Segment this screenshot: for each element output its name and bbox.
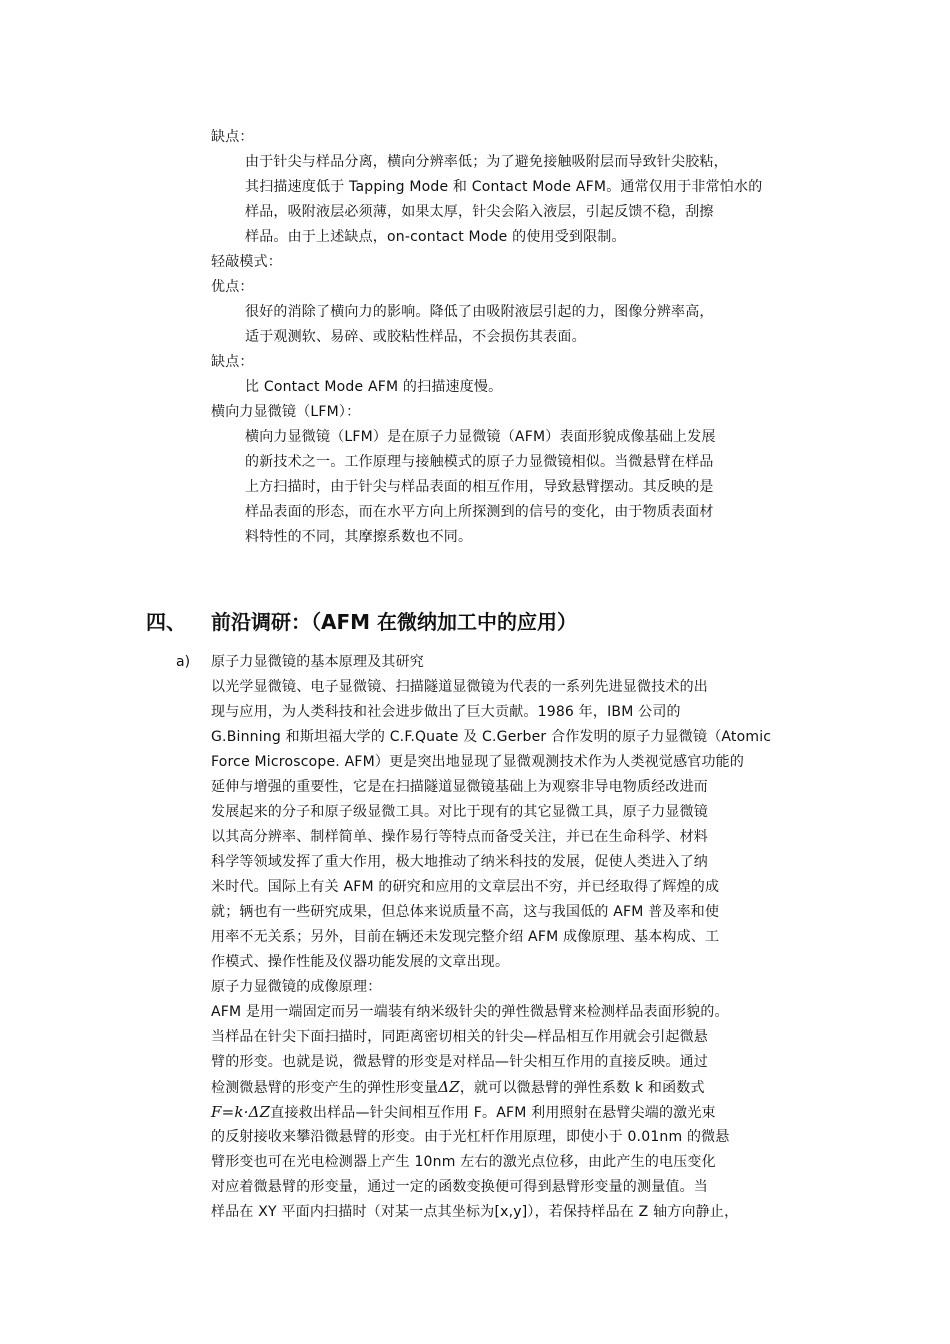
paragraph-line: 当样品在针尖下面扫描时，同距离密切相关的针尖—样品相互作用就会引起微悬 (211, 1029, 708, 1045)
list-marker: a) (176, 654, 191, 670)
paragraph-line: 臂的形变。也就是说，微悬臂的形变是对样品—针尖相互作用的直接反映。通过 (211, 1054, 708, 1070)
paragraph-line: 料特性的不同，其摩擦系数也不同。 (245, 529, 473, 545)
lfm-label: 横向力显微镜（LFM）： (211, 404, 361, 420)
paragraph-line: 由于针尖与样品分离，横向分辨率低；为了避免接触吸附层而导致针尖胶粘， (245, 154, 728, 170)
paragraph-line: G.Binning 和斯坦福大学的 C.F.Quate 及 C.Gerber 合作发明的原子力显微镜（Atomic (211, 729, 772, 745)
paragraph-line: 以光学显微镜、电子显微镜、扫描隧道显微镜为代表的一系列先进显微技术的出 (211, 679, 708, 695)
paragraph-line: 科学等领域发挥了重大作用，极大地推动了纳米科技的发展，促使人类进入了纳 (211, 854, 708, 870)
paragraph-line-with-math (211, 1075, 705, 1100)
paragraph-line: 米时代。国际上有关 AFM 的研究和应用的文章层出不穷，并已经取得了辉煌的成 (211, 879, 720, 895)
paragraph-line: 适于观测软、易碎、或胶粘性样品，不会损伤其表面。 (245, 329, 586, 345)
paragraph-line: 作模式、操作性能及仪器功能发展的文章出现。 (211, 954, 510, 970)
force-formula: F=k·ΔZ (211, 1103, 271, 1121)
paragraph-line: AFM 是用一端固定而另一端装有纳米级针尖的弹性微悬臂来检测样品表面形貌的。 (211, 1004, 729, 1020)
paragraph-line: Force Microscope. AFM）更是突出地显现了显微观测技术作为人类视觉感官功能的 (211, 754, 745, 770)
paragraph-line: 样品表面的形态，而在水平方向上所探测到的信号的变化，由于物质表面材 (245, 504, 714, 520)
tapping-mode-label: 轻敲模式： (211, 254, 282, 270)
paragraph-line: 横向力显微镜（LFM）是在原子力显微镜（AFM）表面形貌成像基础上发展 (245, 429, 716, 445)
list-item-title: 原子力显微镜的基本原理及其研究 (211, 654, 424, 670)
paragraph-line-with-formula (211, 1100, 716, 1125)
paragraph-line: 比 Contact Mode AFM 的扫描速度慢。 (245, 379, 503, 395)
text-fragment: 检测微悬臂的形变产生的弹性形变量 (211, 1080, 439, 1096)
paragraph-line: 很好的消除了横向力的影响。降低了由吸附液层引起的力，图像分辨率高， (245, 304, 714, 320)
paragraph-line: 样品。由于上述缺点，on-contact Mode 的使用受到限制。 (245, 229, 626, 245)
paragraph-line: 上方扫描时，由于针尖与样品表面的相互作用，导致悬臂摆动。其反映的是 (245, 479, 714, 495)
delta-z-symbol: ΔZ (438, 1078, 460, 1096)
paragraph-line: 的新技术之一。工作原理与接触模式的原子力显微镜相似。当微悬臂在样品 (245, 454, 714, 470)
paragraph-line: 臂形变也可在光电检测器上产生 10nm 左右的激光点位移，由此产生的电压变化 (211, 1154, 716, 1170)
text-fragment: ，就可以微悬臂的弹性系数 k 和函数式 (459, 1080, 705, 1096)
paragraph-line: 样品在 XY 平面内扫描时（对某一点其坐标为[x,y]），若保持样品在 Z 轴方向静止， (211, 1204, 739, 1220)
paragraph-line: 对应着微悬臂的形变量，通过一定的函数变换便可得到悬臂形变量的测量值。当 (211, 1179, 708, 1195)
advantage-label: 优点： (211, 279, 254, 295)
disadvantage-label: 缺点： (211, 354, 254, 370)
paragraph-line: 就；辆也有一些研究成果，但总体来说质量不高，这与我国低的 AFM 普及率和使 (211, 904, 720, 920)
paragraph-line: 样品，吸附液层必须薄，如果太厚，针尖会陷入液层，引起反馈不稳，刮擦 (245, 204, 714, 220)
section-title: 前沿调研：（AFM 在微纳加工中的应用） (211, 610, 578, 634)
paragraph-line: 其扫描速度低于 Tapping Mode 和 Contact Mode AFM。通常仅用于非常怕水的 (245, 179, 763, 195)
section-number: 四、 (146, 610, 186, 634)
paragraph-line: 发展起来的分子和原子级显微工具。对比于现有的其它显微工具，原子力显微镜 (211, 804, 708, 820)
paragraph-line: 用率不无关系；另外，目前在辆还未发现完整介绍 AFM 成像原理、基本构成、工 (211, 929, 720, 945)
paragraph-line: 延伸与增强的重要性，它是在扫描隧道显微镜基础上为观察非导电物质经改进而 (211, 779, 708, 795)
disadvantage-label: 缺点： (211, 129, 254, 145)
text-fragment: 直接救出样品—针尖间相互作用 F。AFM 利用照射在悬臂尖端的激光束 (270, 1105, 716, 1121)
paragraph-line: 现与应用，为人类科技和社会进步做出了巨大贡献。1986 年，IBM 公司的 (211, 704, 681, 720)
principle-label: 原子力显微镜的成像原理： (211, 979, 382, 995)
paragraph-line: 的反射接收来攀沿微悬臂的形变。由于光杠杆作用原理，即使小于 0.01nm 的微悬 (211, 1129, 730, 1145)
paragraph-line: 以其高分辨率、制样简单、操作易行等特点而备受关注，并已在生命科学、材料 (211, 829, 708, 845)
